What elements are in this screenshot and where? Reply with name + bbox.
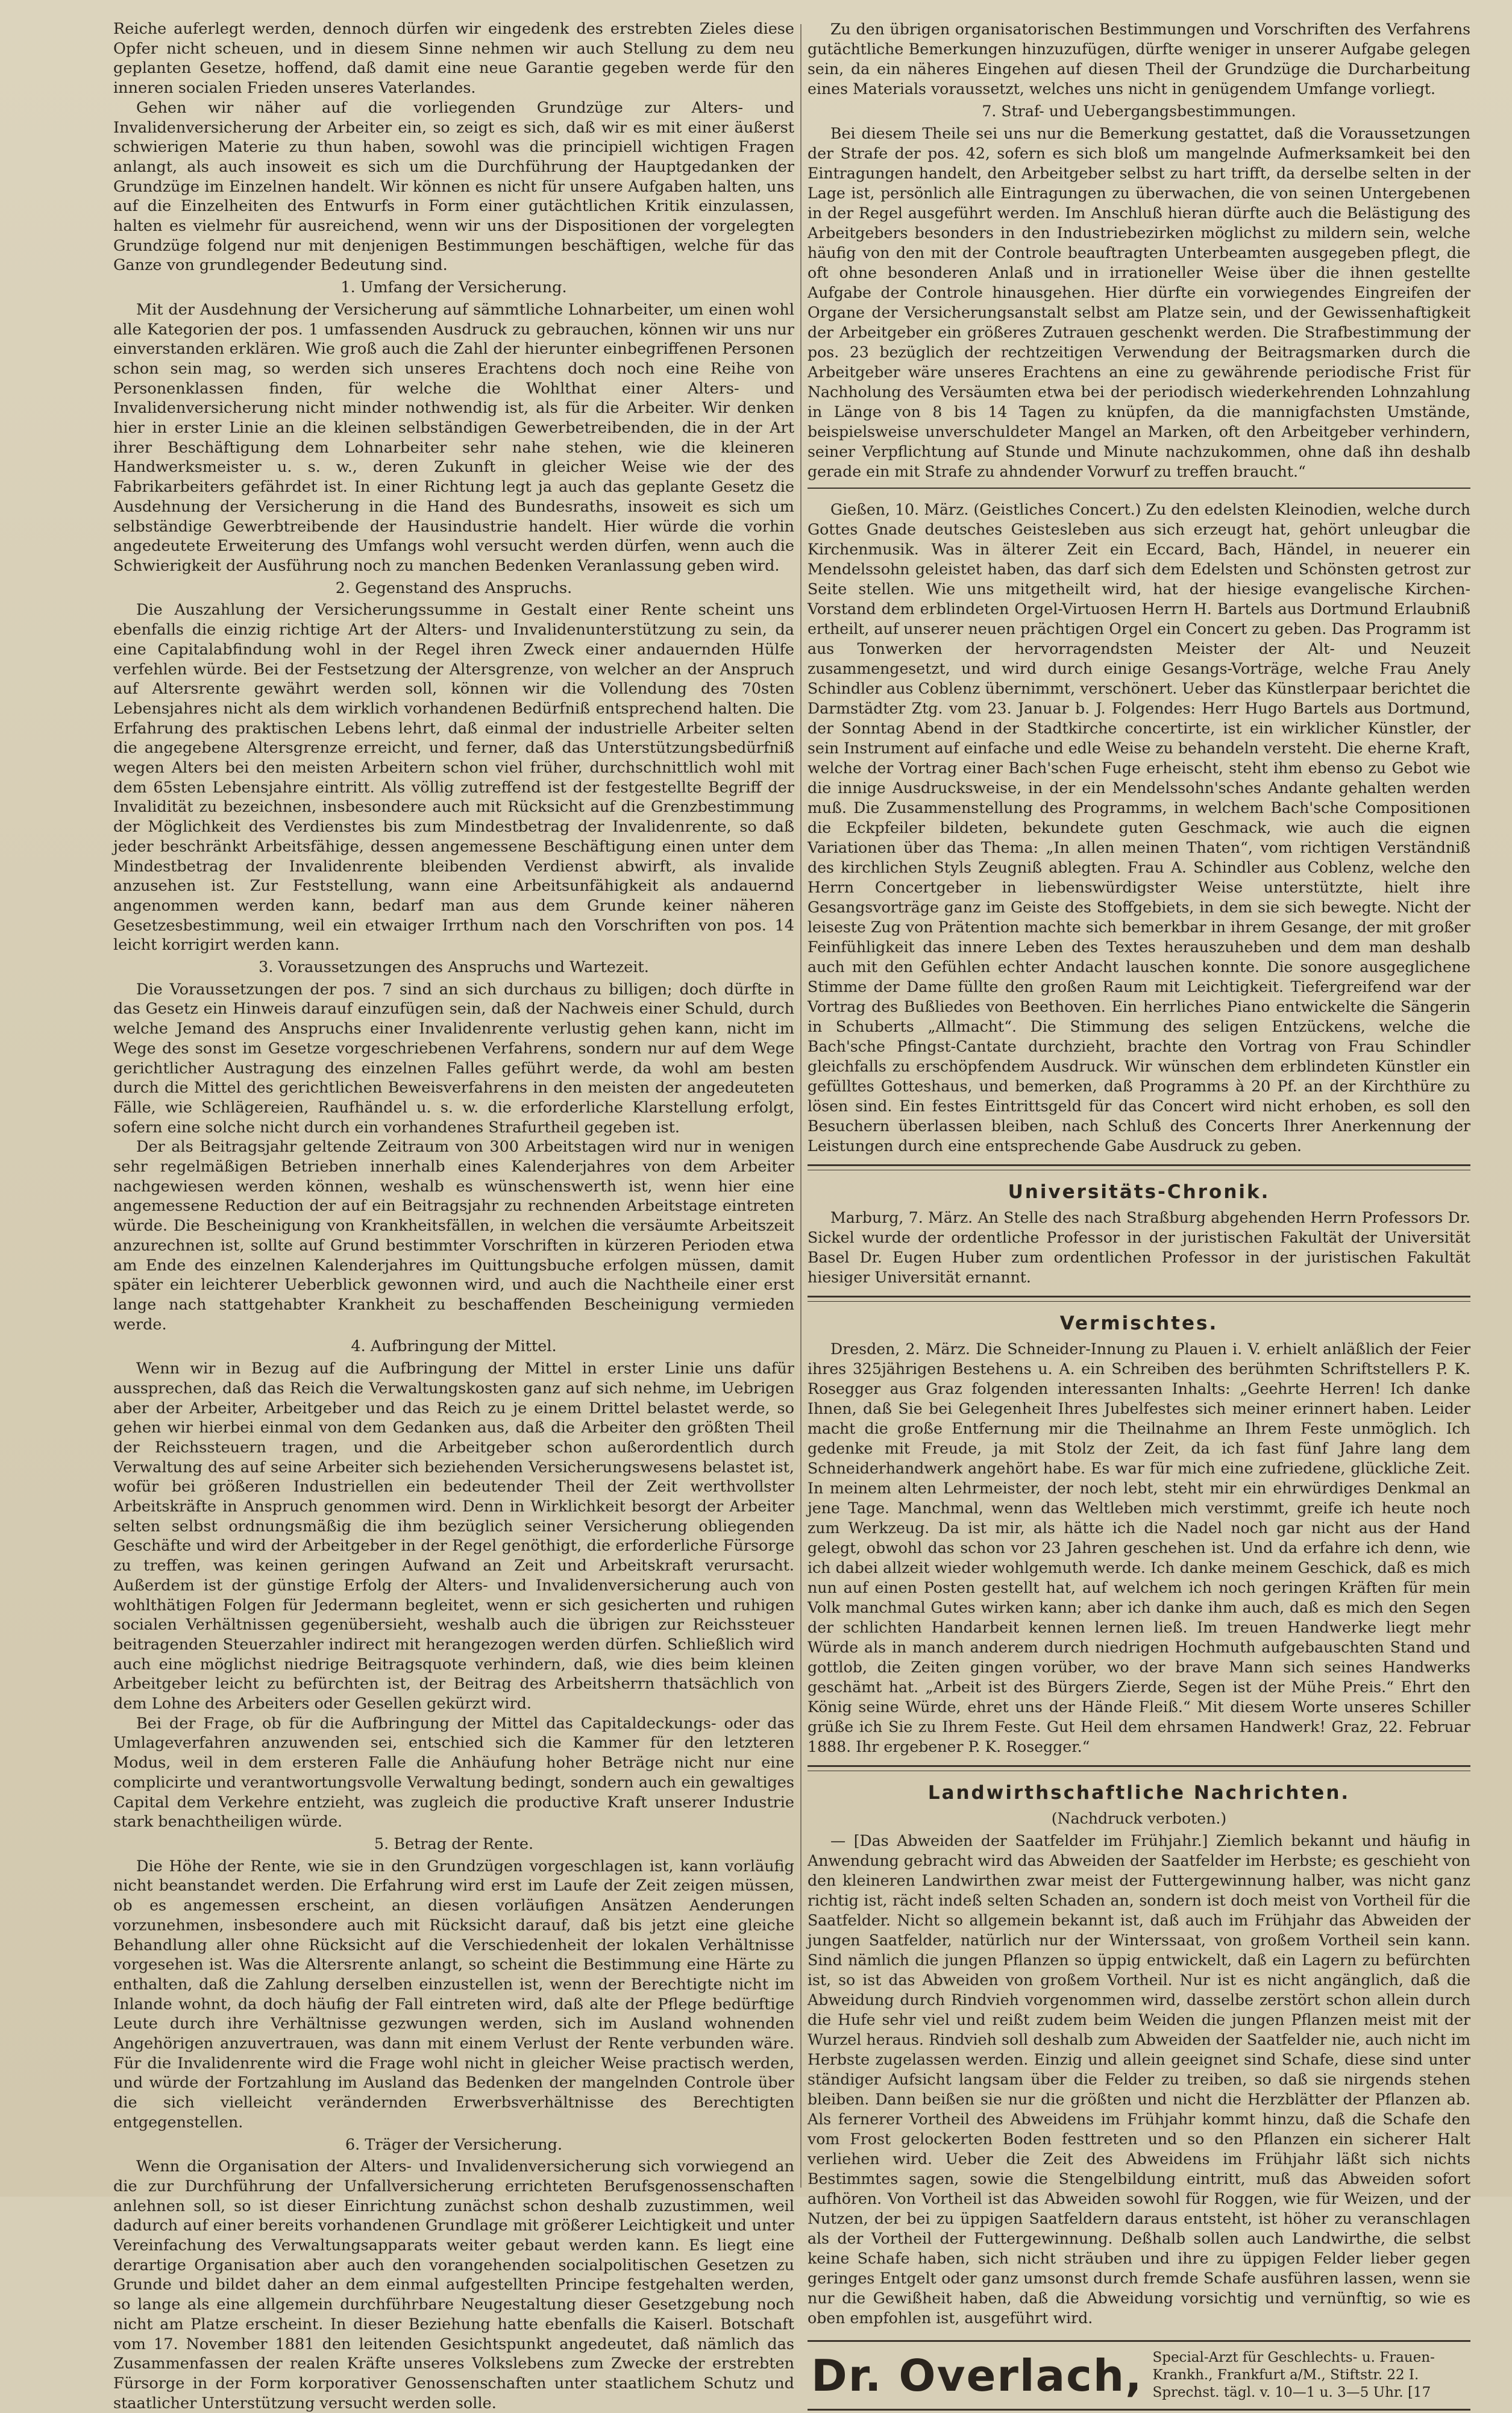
agriculture-article: — [Das Abweiden der Saatfelder im Frühjahr.] Ziemlich bekannt und häufig in Anwendung gebracht wird das Abweiden der Saatfelder im Herbste; es geschieht von den kleineren Landwirthen zwar meist der Futtergewinnung halber, was nicht ganz richtig ist, rächt indeß selten Schaden an, sondern ist doch meist von Vortheil für die Saatfelder. Nicht so allgemein bekannt ist, daß auch im Frühjahr das Abweiden der jungen Saatfelder, natürlich nur der Winterssaat, von großem Vortheil sein kann. Sind nämlich die jungen Pflanzen so üppig entwickelt, daß ein Lagern zu befürchten ist, so ist das Abweiden von großem Vortheil. Nur ist es nicht angänglich, daß die Abweidung durch Rindvieh vorgenommen wird, dasselbe zerstört schon allein durch die Hufe sehr viel und reißt zudem beim Weiden die jungen Pflanzen meist mit der Wurzel heraus. Rindvieh soll deshalb zum Abweiden der Saatfelder nie, auch nicht im Herbste zugelassen werden. Einzig und allein geeignet sind Schafe, diese sind unter ständiger Aufsicht langsam über die Felder zu treiben, so daß sie nirgends stehen bleiben. Dann beißen sie nur die größten und nicht die Herzblätter der Pflanzen ab. Als fernerer Vortheil des Abweidens im Frühjahr kommt hinzu, daß die Schafe den vom Frost gelockerten Boden festtreten und so den Pflanzen ein sicherer Halt verliehen wird. Ueber die Zeit des Abweidens im Frühjahr läßt sich nichts Bestimmtes sagen, sowie die Stengelbildung eintritt, muß das Abweiden sofort aufhören. Von Vortheil ist das Abweiden sowohl für Roggen, wie für Weizen, und der Nutzen, der bei zu üppigen Saatfeldern daraus entsteht, ist höher zu veranschlagen als der Vortheil der Futtergewinnung. Deßhalb sollen auch Landwirthe, die selbst keine Schafe haben, sich nicht sträuben und ihre zu üppigen Felder lieber gegen geringes Entgelt oder ganz umsonst durch fremde Schafe ausführen lassen, wenn sie nur die Gewißheit haben, daß die Abweidung vorsichtig und vernünftig, so wie es oben empfohlen ist, ausgeführt wird.	[808, 1832, 1470, 2327]
section-6-paragraph: Wenn die Organisation der Alters- und Invalidenversicherung sich vorwiegend an die zur Durchführung der Unfallversicherung errichteten Berufsgenossenschaften anlehnen soll, so ist dieser Einrichtung zunächst schon deshalb zuzustimmen, weil dadurch auf einer bereits vorhandenen Grundlage mit größerer Leichtigkeit und unter Vereinfachung des Verwaltungsapparats weiter gebaut werden kann. Es liegt eine derartige Organisation aber auch den vorangehenden socialpolitischen Gesetzen zu Grunde und bildet daher an dem einmal aufgestellten Principe festgehalten werden, so lange als eine allgemein durchführbare Neugestaltung dieser Gesetzgebung noch nicht am Platze erscheint. In dieser Beziehung hatte ebenfalls die Kaiserl. Botschaft vom 17. November 1881 den leitenden Gesichtspunkt angedeutet, daß nämlich das Zusammenfassen der realen Kräfte unseres Volkslebens zum Zwecke der erstrebten Fürsorge in der Form korporativer Genossenschaften unter staatlichem Schutz und staatlicher Unterstützung versucht werden solle.	[113, 2157, 794, 2412]
section-3-heading: 3. Voraussetzungen des Anspruchs und Wartezeit.	[259, 958, 649, 977]
giessen-concert-article: Gießen, 10. März. (Geistliches Concert.) Zu den edelsten Kleinodien, welche durch Gottes Gnade deutsches Geistesleben aus sich erzeugt hat, gehört unleugbar die Kirchenmusik. Was in älterer Zeit ein Eccard, Bach, Händel, in neuerer ein Mendelssohn geleistet haben, das darf sich dem Edelsten und Schönsten getrost zur Seite stellen. Wie uns mitgetheilt wird, hat der hiesige evangelische Kirchen-Vorstand dem erblindeten Orgel-Virtuosen Herrn H. Bartels aus Dortmund Erlaubniß ertheilt, auf unserer neuen prächtigen Orgel ein Concert zu geben. Das Programm ist aus Tonwerken der hervorragendsten Meister der Alt- und Neuzeit zusammengesetzt, und wird durch einige Gesangs-Vorträge, welche Frau Anely Schindler aus Coblenz übernimmt, verschönert. Ueber das Künstlerpaar berichtet die Darmstädter Ztg. vom 23. Januar b. J. Folgendes: Herr Hugo Bartels aus Dortmund, der Sonntag Abend in der Stadtkirche concertirte, ist ein wirklicher Künstler, der sein Instrument auf einfache und edle Weise zu behandeln versteht. Die eherne Kraft, welche der Vortrag einer Bach'schen Fuge erheischt, steht ihm ebenso zu Gebot wie die innige Ausdrucksweise, in der ein Mendelssohn'sches Andante gehalten werden muß. Die Zusammenstellung des Programms, in welchem Bach'sche Compositionen die Eckpfeiler bildeten, bekundete guten Geschmack, wie auch die eignen Variationen über das Thema: „In allen meinen Thaten“, vom richtigen Verständniß des kirchlichen Styls Zeugniß ablegten. Frau A. Schindler aus Coblenz, welche den Herrn Concertgeber in liebenswürdigster Weise unterstützte, hielt ihre Gesangsvorträge ganz im Geiste des Stoffgebiets, in dem sie sich bewegte. Nicht der leiseste Zug von Prätention machte sich bemerkbar in ihrem Gesange, der mit großer Feinfühligkeit das innere Leben des Textes herauszuheben und dem man deshalb auch mit den Gefühlen echter Andacht lauschen konnte. Die sonore ausgeglichene Stimme der Dame füllte den großen Raum mit Leichtigkeit. Tiefergreifend war der Vortrag des Bußliedes von Beethoven. Ein herrliches Piano entwickelte die Sängerin in Schuberts „Allmacht“. Die Stimmung des seligen Entzückens, welche die Bach'sche Pfingst-Cantate durchzieht, brachte den Vortrag von Frau Schindler gleichfalls zu erschöpfendem Ausdruck. Wir wünschen dem erblindeten Künstler ein gefülltes Gotteshaus, und bemerken, daß Programms à 20 Pf. an der Kirchthüre zu lösen sind. Ein festes Eintrittsgeld für das Concert wird nicht erhoben, es soll den Besuchern überlassen bleiben, nach Schluß des Concerts Ihrer Anerkennung der Leistungen durch eine entsprechende Gabe Ausdruck zu geben.	[808, 501, 1470, 1155]
university-chronicle-article: Marburg, 7. März. An Stelle des nach Straßburg abgehenden Herrn Professors Dr. Sickel wurde der ordentliche Professor in der juristischen Fakultät der Universität Basel Dr. Eugen Huber zum ordentlichen Professor in der juristischen Fakultät hiesiger Universität ernannt.	[808, 1209, 1470, 1286]
section-1-heading: 1. Umfang der Versicherung.	[340, 278, 567, 297]
miscellaneous-article: Dresden, 2. März. Die Schneider-Innung zu Plauen i. V. erhielt anläßlich der Feier ihres 325jährigen Bestehens u. A. ein Schreiben des berühmten Schriftstellers P. K. Rosegger aus Graz folgenden interessanten Inhalts: „Geehrte Herren! Ich danke Ihnen, daß Sie bei Gelegenheit Ihres Jubelfestes sich meiner erinnert haben. Leider macht die große Entfernung mir die Theilnahme an Ihrem Feste unmöglich. Ich gedenke mit Freude, ja mit Stolz der Zeit, da ich fast fünf Jahre lang dem Schneiderhandwerk angehört habe. Es war für mich eine zufriedene, glückliche Zeit. In meinem alten Lehrmeister, der noch lebt, steht mir ein ehrwürdiges Denkmal an jene Tage. Manchmal, wenn das Weltleben mich verstimmt, greife ich heute noch zum Werkzeug. Da ist mir, als hätte ich die Nadel noch gar nicht aus der Hand gelegt, obwohl das schon vor 23 Jahren geschehen ist. Und da erfahre ich denn, wie ich dabei allzeit wieder wohlgemuth werde. Ich danke meinem Geschick, daß es mich nun auf einen Posten gestellt hat, auf welchem ich noch geringen Kräften für mein Volk manchmal Gutes wirken kann; aber ich danke ihm auch, daß es mich den Segen der schlichten Handarbeit kennen lernen ließ. Im treuen Handwerke liegt mehr Würde als in manch anderem durch niedrigen Hochmuth aufgebauschten Stand und gottlob, die Zeiten gingen vorüber, wo der brave Mann sich seines Handwerks geschämt hat. „Arbeit ist des Bürgers Zierde, Segen ist der Mühe Preis.“ Ehrt den König seine Würde, ehret uns der Hände Fleiß.“ Mit diesem Worte unseres Schiller grüße ich Sie zu Ihrem Feste. Gut Heil dem ehrsamen Handwerk! Graz, 22. Februar 1888. Ihr ergebener P. K. Rosegger.“	[808, 1340, 1470, 1756]
section-divider	[808, 1296, 1470, 1302]
university-chronicle-heading: Universitäts-Chronik.	[1008, 1181, 1270, 1203]
section-5-paragraph: Die Höhe der Rente, wie sie in den Grundzügen vorgeschlagen ist, kann vorläufig nicht beanstandet werden. Die Erfahrung wird erst im Laufe der Zeit zeigen müssen, ob es angemessen erscheint, an diesen vorläufigen Ansätzen Aenderungen vorzunehmen, insbesondere auch mit Rücksicht darauf, daß bis jetzt eine gleiche Behandlung aller ohne Rücksicht auf die Verschiedenheit der lokalen Verhältnisse vorgesehen ist. Was die Altersrente anlangt, so scheint die Bestimmung eine Härte zu enthalten, daß die Zahlung derselben einzustellen ist, wenn der Berechtigte nicht im Inlande wohnt, da doch häufig der Fall eintreten wird, daß alte der Pflege bedürftige Leute durch ihre Verhältnisse gezwungen werden, sich im Ausland wohnenden Angehörigen anzuvertrauen, was dann mit einem Verlust der Rente verbunden wäre. Für die Invalidenrente wird die Frage wohl nicht in gleicher Weise practisch werden, und würde der Fortzahlung im Ausland das Bedenken der mangelnden Controle über die sich vielleicht verändernden Erwerbsverhältnisse des Berechtigten entgegenstellen.	[113, 1857, 794, 2132]
section-divider	[808, 1765, 1470, 1771]
advertisement-text: Special-Arzt für Geschlechts- u. Frauen-Krankh., Frankfurt a/M., Stiftstr. 22 I. Sprechst. tägl. v. 10—1 u. 3—5 Uhr. [17	[1152, 2350, 1435, 2400]
section-7-heading: 7. Straf- und Uebergangsbestimmungen.	[982, 102, 1296, 120]
column-divider	[800, 24, 801, 2188]
section-4-heading: 4. Aufbringung der Mittel.	[351, 1337, 557, 1356]
section-4-paragraph-2: Bei der Frage, ob für die Aufbringung der Mittel das Capitaldeckungs- oder das Umlageverfahren anzuwenden sei, entschied sich die Kammer für den letzteren Modus, weil in dem ersteren Falle die Anhäufung hoher Beträge nicht nur eine complicirte und verantwortungsvolle Verwaltung bedingt, sondern auch ein gewaltiges Capital dem Verkehre entzieht, was zugleich die productive Kraft unserer Industrie stark benachtheiligen würde.	[113, 1714, 794, 1831]
continuation-paragraph: Zu den übrigen organisatorischen Bestimmungen und Vorschriften des Verfahrens gutächtliche Bemerkungen hinzuzufügen, dürfte weniger in unserer Aufgabe gelegen sein, da ein näheres Eingehen auf diesen Theil der Grundzüge die Durcharbeitung eines Materials voraussetzt, welches uns nicht in genügendem Umfange vorliegt.	[808, 20, 1470, 98]
section-6-heading: 6. Träger der Versicherung.	[345, 2135, 563, 2154]
section-3-paragraph-2: Der als Beitragsjahr geltende Zeitraum von 300 Arbeitstagen wird nur in wenigen sehr regelmäßigen Betrieben innerhalb eines Kalenderjahres von dem Arbeiter nachgewiesen werden können, weshalb es wünschenswerth ist, wenn hier eine angemessene Reduction der auf ein Beitragsjahr zu rechnenden Arbeitstage eintreten würde. Die Bescheinigung von Krankheitsfällen, in welchen die versäumte Arbeitszeit anzurechnen ist, sollte auf Grund bestimmter Vorschriften in kürzeren Perioden etwa am Ende des einzelnen Kalenderjahres im Quittungsbuche erfolgen müssen, damit später ein leichterer Ueberblick gewonnen wird, und auch die Nachtheile einer erst lange nach stattgehabter Krankheit zu beschaffenden Bescheinigung vermieden werde.	[113, 1138, 794, 1334]
miscellaneous-heading: Vermischtes.	[1059, 1313, 1219, 1334]
article-divider	[808, 488, 1470, 489]
right-column	[808, 19, 1470, 2411]
advertisement	[808, 2340, 1470, 2411]
section-7-paragraph: Bei diesem Theile sei uns nur die Bemerkung gestattet, daß die Voraussetzungen der Strafe der pos. 42, sofern es sich bloß um mangelnde Aufmerksamkeit bei den Eintragungen handelt, den Arbeitgeber selbst zu hart trifft, da derselbe selten in der Lage ist, persönlich alle Eintragungen zu überwachen, die von seinen Untergebenen in der Regel ausgeführt werden. Im Anschluß hieran dürfte auch die Belästigung des Arbeitgebers besonders in den Industriebezirken möglichst zu mildern sein, welche häufig von den mit der Controle beauftragten Unterbeamten ausgegeben pflegt, die oft ohne besonderen Anlaß und in irrationeller Weise über die ihnen gestellte Aufgabe der Controle hinausgehen. Hier dürfte ein vorwiegendes Eingreifen der Organe der Versicherungsanstalt selbst am Platze sein, und der Gewissenhaftigkeit der Arbeitgeber ein größeres Zutrauen geschenkt werden. Die Strafbestimmung der pos. 23 bezüglich der rechtzeitigen Verwendung der Beitragsmarken durch die Arbeitgeber wäre unseres Erachtens an eine zu gewährende periodische Frist für Nachholung des Versäumten etwa bei der periodisch wiederkehrenden Lohnzahlung in Länge von 8 bis 14 Tagen zu knüpfen, da die mannigfachsten Umstände, beispielsweise unverschuldeter Mangel an Marken, oft den Arbeitgeber verhindern, seiner Verpflichtung auf Stunde und Minute nachzukommen, ohne daß ihn deshalb gerade ein mit Strafe zu ahndender Vorwurf zu treffen braucht.“	[808, 125, 1470, 480]
section-1-paragraph: Mit der Ausdehnung der Versicherung auf sämmtliche Lohnarbeiter, um einen wohl alle Kategorien der pos. 1 umfassenden Ausdruck zu gebrauchen, können wir uns nur einverstanden erklären. Wie groß auch die Zahl der hierunter einbegriffenen Personen schon sein mag, so werden sich unseres Erachtens doch noch eine Reihe von Personenklassen finden, für welche die Wohlthat einer Alters- und Invalidenversicherung nicht minder nothwendig ist, als für die Arbeiter. Wir denken hier in erster Linie an die kleinen selbständigen Gewerbetreibenden, die in der Art ihrer Beschäftigung dem Lohnarbeiter sehr nahe stehen, wie die kleineren Handwerksmeister u. s. w., deren Zukunft in gleicher Weise wie der des Fabrikarbeiters gefährdet ist. In einer Richtung legt ja auch das geplante Gesetz die Ausdehnung der Versicherung in die Hand des Bundesraths, insoweit es sich um selbständige Gewerbtreibende der Hausindustrie handelt. Hier würde die vorhin angedeutete Erweiterung des Umfangs wohl versucht werden dürfen, wenn auch die Schwierigkeit der Ausführung noch zu manchen Bedenken Veranlassung geben wird.	[113, 300, 794, 575]
intro-paragraph-1: Reiche auferlegt werden, dennoch dürfen wir eingedenk des erstrebten Zieles diese Opfer nicht scheuen, und in diesem Sinne nehmen wir auch Stellung zu dem neu geplanten Gesetze, hoffend, daß damit eine neue Garantie gegeben werde für den inneren socialen Frieden unseres Vaterlandes.	[113, 20, 794, 98]
advertisement-name: Dr. Overlach,	[811, 2350, 1143, 2401]
reprint-notice: (Nachdruck verboten.)	[1051, 1810, 1227, 1827]
section-3-paragraph-1: Die Voraussetzungen der pos. 7 sind an sich durchaus zu billigen; doch dürfte in das Gesetz ein Hinweis darauf einzufügen sein, daß der Nachweis einer Schuld, durch welche Jemand des Anspruchs einer Invalidenrente verlustig gehen kann, nicht im Wege des sonst im Gesetze vorgeschriebenen Verfahrens, sondern nur auf dem Wege gerichtlicher Austragung des einzelnen Falles geführt werde, da wohl am besten durch die Mittel des gerichtlichen Beweisverfahrens in den meisten der angedeuteten Fälle, wie Schlägereien, Raufhändel u. s. w. die erforderliche Klarstellung erfolgt, sofern eine solche nicht durch ein vorhandenes Strafurtheil gegeben ist.	[113, 980, 794, 1137]
section-5-heading: 5. Betrag der Rente.	[374, 1834, 534, 1853]
left-column	[113, 19, 794, 2413]
intro-paragraph-2: Gehen wir näher auf die vorliegenden Grundzüge zur Alters- und Invalidenversicherung der Arbeiter ein, so zeigt es sich, daß wir es mit einer äußerst schwierigen Materie zu thun haben, sowohl was die principiell wichtigen Fragen anlangt, als auch insoweit es sich um die Durchführung der Hauptgedanken der Grundzüge im Einzelnen handelt. Wir können es nicht für unsere Aufgaben halten, uns auf die Einzelheiten des Entwurfs in Form einer gutächtlichen Kritik einzulassen, halten es vielmehr für ausreichend, wenn wir uns der Dispositionen der vorgelegten Grundzüge folgend nur mit denjenigen Bestimmungen beschäftigen, welche für das Ganze von grundlegender Bedeutung sind.	[113, 98, 794, 275]
section-2-paragraph: Die Auszahlung der Versicherungssumme in Gestalt einer Rente scheint uns ebenfalls die einzig richtige Art der Alters- und Invalidenunterstützung zu sein, da eine Capitalabfindung wohl in der Regel ihren Zweck einer andauernden Hülfe verfehlen würde. Bei der Festsetzung der Altersgrenze, von welcher an der Anspruch auf Altersrente gewährt werden soll, können wir die Vollendung des 70sten Lebensjahres nicht als dem wirklich vorhandenen Bedürfniß entsprechend halten. Die Erfahrung des praktischen Lebens lehrt, daß einmal der industrielle Arbeiter selten die angegebene Altersgrenze erreicht, und ferner, daß das Unterstützungsbedürfniß wegen Alters bei den meisten Arbeitern schon viel früher, durchschnittlich wohl mit dem 65sten Lebensjahre eintritt. Als völlig zutreffend ist der festgestellte Begriff der Invalidität zu bezeichnen, insbesondere auch mit Rücksicht auf die Grenzbestimmung der Möglichkeit des Verdienstes bis zum Mindestbetrag der Invalidenrente, so daß jeder beschränkt Arbeitsfähige, dessen angemessene Beschäftigung einen unter dem Mindestbetrag der Invalidenrente bleibenden Verdienst abwirft, als invalide anzusehen ist. Zur Feststellung, wann eine Arbeitsunfähigkeit als andauernd angenommen werden kann, bedarf man aus dem Grunde keiner näheren Gesetzesbestimmung, weil ein etwaiger Irrthum nach den Vorschriften von pos. 14 leicht korrigirt werden kann.	[113, 601, 794, 955]
section-4-paragraph-1: Wenn wir in Bezug auf die Aufbringung der Mittel in erster Linie uns dafür aussprechen, daß das Reich die Verwaltungskosten ganz auf sich nehme, im Uebrigen aber der Arbeiter, Arbeitgeber und das Reich zu je einem Drittel belastet werde, so gehen wir hierbei einmal von dem Gedanken aus, daß die Arbeiter den größten Theil der Reichssteuern tragen, und die Arbeitgeber schon außerordentlich durch Verwaltung des auf seine Arbeiter sich beziehenden Versicherungswesens belastet ist, wofür bei größeren Industriellen ein bedeutender Theil der Zeit werthvollster Arbeitskräfte in Anspruch genommen wird. Denn in Wirklichkeit besorgt der Arbeiter selten selbst ordnungsmäßig die ihm bezüglich seiner Versicherung obliegenden Geschäfte und wird der Arbeitgeber in der Regel genöthigt, die erforderliche Fürsorge zu treffen, was keinen geringen Aufwand an Zeit und Arbeitskraft verursacht. Außerdem ist der günstige Erfolg der Alters- und Invalidenversicherung auch von wohlthätigen Folgen für Jedermann begleitet, wenn er sich gesicherten und ruhigen socialen Verhältnissen gegenübersieht, weshalb auch die übrigen zur Reichssteuer beitragenden Steuerzahler indirect mit herangezogen werden dürfen. Schließlich wird auch eine möglichst niedrige Beitragsquote verhindern, daß, wie dies beim kleinen Arbeitgeber leicht zu befürchten ist, der Beitrag des Arbeitsherrn thatsächlich von dem Lohne des Arbeiters oder Gesellen gekürzt wird.	[113, 1360, 794, 1713]
section-2-heading: 2. Gegenstand des Anspruchs.	[335, 579, 572, 597]
agriculture-heading: Landwirthschaftliche Nachrichten.	[927, 1782, 1350, 1804]
section-divider	[808, 1164, 1470, 1170]
